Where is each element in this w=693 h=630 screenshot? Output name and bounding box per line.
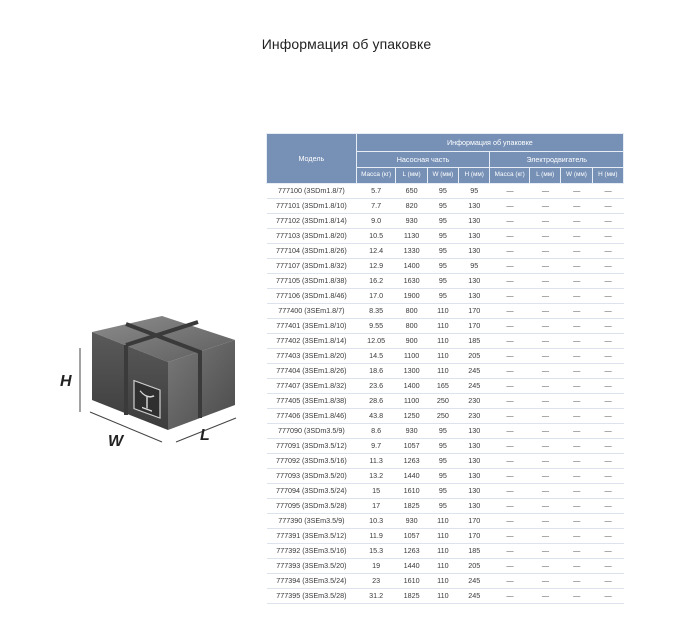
value-cell: 9.0 [356, 214, 396, 229]
value-cell: — [592, 589, 623, 604]
value-cell: — [490, 514, 530, 529]
subheader-cell: H (мм) [592, 168, 623, 184]
value-cell: 130 [459, 199, 490, 214]
value-cell: — [561, 349, 592, 364]
value-cell: — [530, 244, 561, 259]
value-cell: 19 [356, 559, 396, 574]
value-cell: 250 [427, 394, 458, 409]
value-cell: 1825 [396, 589, 427, 604]
value-cell: 205 [459, 349, 490, 364]
value-cell: 43.8 [356, 409, 396, 424]
value-cell: — [561, 289, 592, 304]
value-cell: — [530, 379, 561, 394]
value-cell: 95 [427, 439, 458, 454]
value-cell: 110 [427, 559, 458, 574]
model-cell: 777101 (3SDm1.8/10) [267, 199, 357, 214]
pump-group-header: Насосная часть [356, 152, 490, 168]
value-cell: 17 [356, 499, 396, 514]
value-cell: — [561, 439, 592, 454]
value-cell: 23.6 [356, 379, 396, 394]
value-cell: 1330 [396, 244, 427, 259]
value-cell: — [490, 319, 530, 334]
box-drawing [50, 300, 240, 450]
value-cell: 1825 [396, 499, 427, 514]
page-title: Информация об упаковке [261, 36, 432, 52]
value-cell: — [490, 484, 530, 499]
value-cell: 1440 [396, 559, 427, 574]
value-cell: 31.2 [356, 589, 396, 604]
value-cell: — [592, 319, 623, 334]
model-cell: 777093 (3SDm3.5/20) [267, 469, 357, 484]
model-cell: 777407 (3SEm1.8/32) [267, 379, 357, 394]
value-cell: 130 [459, 439, 490, 454]
model-cell: 777105 (3SDm1.8/38) [267, 274, 357, 289]
value-cell: — [592, 574, 623, 589]
subheader-cell: H (мм) [459, 168, 490, 184]
value-cell: — [561, 184, 592, 199]
value-cell: — [530, 319, 561, 334]
value-cell: 130 [459, 214, 490, 229]
value-cell: 1263 [396, 544, 427, 559]
value-cell: 205 [459, 559, 490, 574]
value-cell: — [561, 244, 592, 259]
model-cell: 777095 (3SDm3.5/28) [267, 499, 357, 514]
value-cell: — [530, 544, 561, 559]
table-row [267, 559, 624, 574]
value-cell: — [561, 214, 592, 229]
value-cell: 1610 [396, 574, 427, 589]
value-cell: — [490, 469, 530, 484]
value-cell: 130 [459, 424, 490, 439]
table-row [267, 424, 624, 439]
table-row [267, 214, 624, 229]
packaging-table [266, 133, 624, 604]
model-cell: 777390 (3SEm3.5/9) [267, 514, 357, 529]
length-label: L [200, 427, 210, 444]
value-cell: — [561, 259, 592, 274]
value-cell: — [490, 544, 530, 559]
value-cell: — [561, 199, 592, 214]
table-row [267, 454, 624, 469]
model-cell: 777100 (3SDm1.8/7) [267, 184, 357, 199]
value-cell: — [592, 409, 623, 424]
value-cell: — [490, 244, 530, 259]
value-cell: 95 [427, 499, 458, 514]
value-cell: — [592, 364, 623, 379]
model-column-header: Модель [267, 134, 357, 184]
value-cell: — [561, 379, 592, 394]
value-cell: — [530, 454, 561, 469]
value-cell: — [490, 304, 530, 319]
value-cell: 900 [396, 334, 427, 349]
value-cell: 130 [459, 229, 490, 244]
subheader-cell: W (мм) [427, 168, 458, 184]
value-cell: — [561, 484, 592, 499]
table-row [267, 274, 624, 289]
value-cell: — [530, 529, 561, 544]
value-cell: 23 [356, 574, 396, 589]
value-cell: 245 [459, 364, 490, 379]
value-cell: — [592, 454, 623, 469]
value-cell: — [490, 424, 530, 439]
value-cell: 110 [427, 319, 458, 334]
value-cell: — [561, 229, 592, 244]
value-cell: 800 [396, 319, 427, 334]
value-cell: 10.5 [356, 229, 396, 244]
value-cell: 9.55 [356, 319, 396, 334]
value-cell: 95 [427, 184, 458, 199]
value-cell: — [490, 529, 530, 544]
value-cell: 110 [427, 529, 458, 544]
value-cell: — [490, 409, 530, 424]
value-cell: 230 [459, 409, 490, 424]
value-cell: — [592, 274, 623, 289]
table-row [267, 334, 624, 349]
value-cell: 130 [459, 454, 490, 469]
value-cell: — [561, 529, 592, 544]
table-row [267, 289, 624, 304]
value-cell: — [530, 499, 561, 514]
value-cell: — [530, 229, 561, 244]
value-cell: 95 [427, 229, 458, 244]
value-cell: 95 [427, 214, 458, 229]
value-cell: 1250 [396, 409, 427, 424]
value-cell: 1263 [396, 454, 427, 469]
value-cell: 930 [396, 514, 427, 529]
value-cell: 16.2 [356, 274, 396, 289]
table-row [267, 544, 624, 559]
value-cell: 13.2 [356, 469, 396, 484]
value-cell: 130 [459, 499, 490, 514]
value-cell: 650 [396, 184, 427, 199]
value-cell: 165 [427, 379, 458, 394]
value-cell: 17.0 [356, 289, 396, 304]
table-row [267, 304, 624, 319]
value-cell: — [490, 214, 530, 229]
value-cell: — [592, 469, 623, 484]
table-row [267, 364, 624, 379]
value-cell: 95 [459, 184, 490, 199]
value-cell: 130 [459, 484, 490, 499]
value-cell: 185 [459, 334, 490, 349]
value-cell: — [561, 544, 592, 559]
value-cell: 11.9 [356, 529, 396, 544]
value-cell: 95 [427, 259, 458, 274]
table-row [267, 499, 624, 514]
table-row [267, 439, 624, 454]
value-cell: 12.9 [356, 259, 396, 274]
value-cell: — [561, 319, 592, 334]
value-cell: — [592, 514, 623, 529]
value-cell: — [530, 364, 561, 379]
model-cell: 777405 (3SEm1.8/38) [267, 394, 357, 409]
model-cell: 777102 (3SDm1.8/14) [267, 214, 357, 229]
value-cell: — [490, 289, 530, 304]
value-cell: — [530, 394, 561, 409]
value-cell: — [530, 184, 561, 199]
model-cell: 777400 (3SEm1.8/7) [267, 304, 357, 319]
value-cell: 5.7 [356, 184, 396, 199]
value-cell: 1057 [396, 439, 427, 454]
value-cell: — [592, 529, 623, 544]
value-cell: 18.6 [356, 364, 396, 379]
model-cell: 777091 (3SDm3.5/12) [267, 439, 357, 454]
table-row [267, 349, 624, 364]
value-cell: 230 [459, 394, 490, 409]
model-cell: 777404 (3SEm1.8/26) [267, 364, 357, 379]
value-cell: 95 [427, 244, 458, 259]
motor-group-header: Электродвигатель [490, 152, 624, 168]
package-box-illustration [50, 300, 240, 450]
value-cell: 130 [459, 469, 490, 484]
value-cell: — [561, 274, 592, 289]
value-cell: 95 [427, 274, 458, 289]
value-cell: — [490, 229, 530, 244]
value-cell: — [561, 304, 592, 319]
value-cell: — [592, 379, 623, 394]
value-cell: 110 [427, 334, 458, 349]
value-cell: 1610 [396, 484, 427, 499]
value-cell: — [530, 469, 561, 484]
value-cell: — [592, 484, 623, 499]
value-cell: — [530, 214, 561, 229]
model-cell: 777391 (3SEm3.5/12) [267, 529, 357, 544]
value-cell: — [530, 514, 561, 529]
value-cell: 15 [356, 484, 396, 499]
value-cell: 95 [427, 289, 458, 304]
value-cell: — [530, 334, 561, 349]
value-cell: — [592, 424, 623, 439]
value-cell: 110 [427, 304, 458, 319]
model-cell: 777403 (3SEm1.8/20) [267, 349, 357, 364]
value-cell: 245 [459, 379, 490, 394]
model-cell: 777090 (3SDm3.5/9) [267, 424, 357, 439]
value-cell: — [561, 409, 592, 424]
value-cell: 10.3 [356, 514, 396, 529]
model-cell: 777104 (3SDm1.8/26) [267, 244, 357, 259]
value-cell: — [592, 439, 623, 454]
value-cell: 170 [459, 529, 490, 544]
value-cell: — [490, 499, 530, 514]
model-cell: 777406 (3SEm1.8/46) [267, 409, 357, 424]
subheader-cell: L (мм) [396, 168, 427, 184]
value-cell: — [561, 364, 592, 379]
table-row [267, 244, 624, 259]
value-cell: — [592, 499, 623, 514]
value-cell: 95 [427, 424, 458, 439]
value-cell: 185 [459, 544, 490, 559]
value-cell: 930 [396, 214, 427, 229]
value-cell: — [530, 409, 561, 424]
value-cell: 170 [459, 514, 490, 529]
value-cell: — [530, 484, 561, 499]
value-cell: 8.6 [356, 424, 396, 439]
value-cell: 95 [459, 259, 490, 274]
table-row [267, 259, 624, 274]
value-cell: 1400 [396, 259, 427, 274]
value-cell: 15.3 [356, 544, 396, 559]
value-cell: — [530, 259, 561, 274]
value-cell: 930 [396, 424, 427, 439]
value-cell: 28.6 [356, 394, 396, 409]
table-row [267, 514, 624, 529]
value-cell: — [490, 439, 530, 454]
value-cell: 11.3 [356, 454, 396, 469]
value-cell: 1440 [396, 469, 427, 484]
value-cell: 7.7 [356, 199, 396, 214]
value-cell: — [592, 349, 623, 364]
value-cell: 130 [459, 244, 490, 259]
value-cell: — [490, 394, 530, 409]
value-cell: — [561, 334, 592, 349]
value-cell: 1100 [396, 394, 427, 409]
value-cell: — [530, 424, 561, 439]
table-row [267, 484, 624, 499]
value-cell: — [490, 259, 530, 274]
value-cell: 130 [459, 274, 490, 289]
model-cell: 777395 (3SEm3.5/28) [267, 589, 357, 604]
value-cell: — [490, 199, 530, 214]
value-cell: — [592, 199, 623, 214]
value-cell: 130 [459, 289, 490, 304]
value-cell: 110 [427, 589, 458, 604]
table-top-header: Информация об упаковке [356, 134, 623, 152]
value-cell: — [592, 229, 623, 244]
value-cell: — [490, 454, 530, 469]
value-cell: — [530, 199, 561, 214]
value-cell: — [490, 589, 530, 604]
subheader-cell: Масса (кг) [356, 168, 396, 184]
value-cell: 1100 [396, 349, 427, 364]
value-cell: 170 [459, 304, 490, 319]
value-cell: 110 [427, 364, 458, 379]
model-cell: 777092 (3SDm3.5/16) [267, 454, 357, 469]
subheader-cell: Масса (кг) [490, 168, 530, 184]
value-cell: — [561, 394, 592, 409]
value-cell: 245 [459, 574, 490, 589]
table-row [267, 574, 624, 589]
model-cell: 777094 (3SDm3.5/24) [267, 484, 357, 499]
value-cell: 12.4 [356, 244, 396, 259]
model-cell: 777103 (3SDm1.8/20) [267, 229, 357, 244]
value-cell: — [530, 349, 561, 364]
value-cell: — [592, 394, 623, 409]
value-cell: 110 [427, 349, 458, 364]
value-cell: — [592, 544, 623, 559]
value-cell: 1057 [396, 529, 427, 544]
value-cell: — [530, 574, 561, 589]
table-row [267, 184, 624, 199]
value-cell: 250 [427, 409, 458, 424]
value-cell: 1300 [396, 364, 427, 379]
value-cell: 800 [396, 304, 427, 319]
value-cell: — [490, 379, 530, 394]
value-cell: 1400 [396, 379, 427, 394]
value-cell: — [490, 184, 530, 199]
model-cell: 777106 (3SDm1.8/46) [267, 289, 357, 304]
value-cell: 170 [459, 319, 490, 334]
value-cell: — [490, 559, 530, 574]
value-cell: 8.35 [356, 304, 396, 319]
value-cell: — [592, 334, 623, 349]
subheader-cell: L (мм) [530, 168, 561, 184]
value-cell: — [592, 244, 623, 259]
table-row [267, 589, 624, 604]
model-cell: 777107 (3SDm1.8/32) [267, 259, 357, 274]
model-cell: 777394 (3SEm3.5/24) [267, 574, 357, 589]
table-row [267, 319, 624, 334]
model-cell: 777392 (3SEm3.5/16) [267, 544, 357, 559]
value-cell: — [490, 274, 530, 289]
value-cell: 820 [396, 199, 427, 214]
value-cell: — [530, 589, 561, 604]
value-cell: — [592, 304, 623, 319]
value-cell: 95 [427, 454, 458, 469]
value-cell: 110 [427, 514, 458, 529]
subheader-cell: W (мм) [561, 168, 592, 184]
table-row [267, 469, 624, 484]
value-cell: — [592, 289, 623, 304]
value-cell: 9.7 [356, 439, 396, 454]
height-label: H [60, 373, 72, 390]
value-cell: 95 [427, 469, 458, 484]
value-cell: — [490, 349, 530, 364]
value-cell: — [561, 574, 592, 589]
value-cell: 1630 [396, 274, 427, 289]
table-row [267, 199, 624, 214]
value-cell: — [530, 274, 561, 289]
value-cell: — [561, 454, 592, 469]
model-cell: 777401 (3SEm1.8/10) [267, 319, 357, 334]
value-cell: 1900 [396, 289, 427, 304]
value-cell: — [490, 334, 530, 349]
value-cell: 110 [427, 574, 458, 589]
value-cell: — [530, 289, 561, 304]
value-cell: 95 [427, 484, 458, 499]
value-cell: 95 [427, 199, 458, 214]
table-row [267, 529, 624, 544]
value-cell: 12.05 [356, 334, 396, 349]
width-label: W [108, 433, 124, 450]
value-cell: — [530, 559, 561, 574]
value-cell: — [561, 469, 592, 484]
value-cell: — [592, 184, 623, 199]
value-cell: — [490, 574, 530, 589]
value-cell: — [592, 559, 623, 574]
table-row [267, 379, 624, 394]
value-cell: — [561, 559, 592, 574]
value-cell: — [592, 214, 623, 229]
model-cell: 777402 (3SEm1.8/14) [267, 334, 357, 349]
table-row [267, 394, 624, 409]
table-row [267, 229, 624, 244]
value-cell: 245 [459, 589, 490, 604]
model-cell: 777393 (3SEm3.5/20) [267, 559, 357, 574]
value-cell: — [561, 499, 592, 514]
value-cell: — [490, 364, 530, 379]
value-cell: — [530, 304, 561, 319]
value-cell: — [561, 514, 592, 529]
value-cell: 110 [427, 544, 458, 559]
value-cell: — [561, 424, 592, 439]
value-cell: 14.5 [356, 349, 396, 364]
value-cell: — [592, 259, 623, 274]
table-row [267, 409, 624, 424]
value-cell: — [530, 439, 561, 454]
value-cell: — [561, 589, 592, 604]
value-cell: 1130 [396, 229, 427, 244]
